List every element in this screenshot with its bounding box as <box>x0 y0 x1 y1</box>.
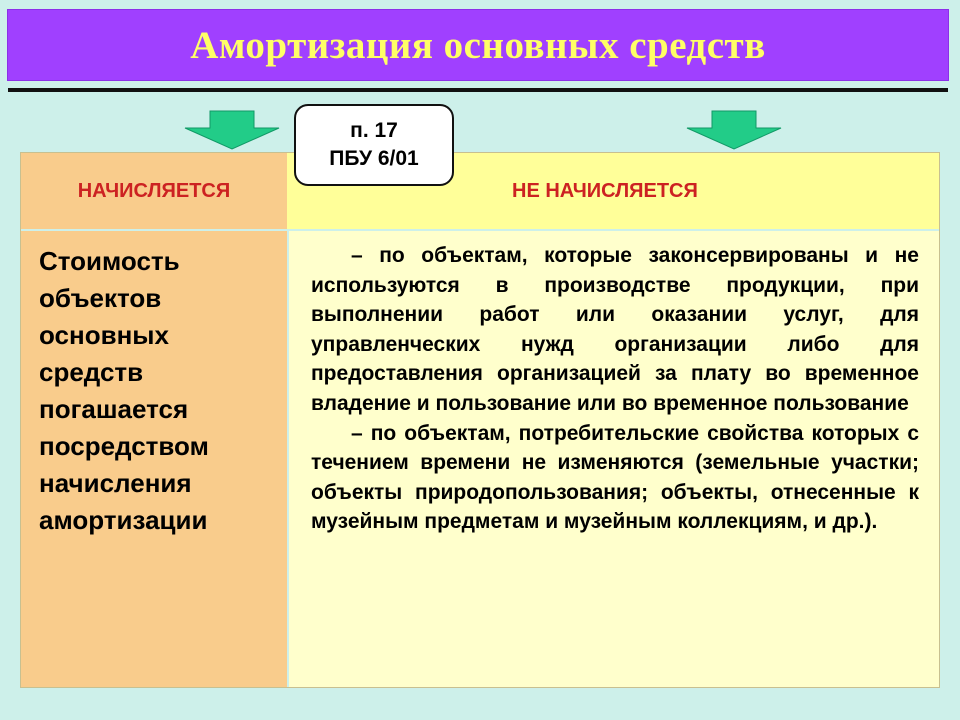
down-arrow-icon <box>184 110 280 150</box>
down-arrow-icon <box>686 110 782 150</box>
header-accrued-label: НАЧИСЛЯЕТСЯ <box>77 179 231 202</box>
slide-title: Амортизация основных средств <box>190 23 766 67</box>
header-accrued <box>21 153 287 229</box>
not-accrued-item: – по объектам, которые законсервированы и не используются в производстве продукции, при выполнении работ или оказании услуг, для управленческих нужд организации либо для предоставления организацией за плату во временное владение и пользование или во временное пользование <box>311 244 919 415</box>
title-divider <box>8 88 948 92</box>
comparison-table <box>20 152 940 688</box>
accrued-description <box>21 231 287 687</box>
not-accrued-description <box>289 231 939 687</box>
badge-clause: п. 17 <box>350 119 398 142</box>
title-bar <box>8 10 948 80</box>
accrued-text: Стоимость объектов основных средств погашается посредством начисления амортизации <box>39 246 209 535</box>
not-accrued-item: – по объектам, потребительские свойства которых с течением времени не изменяются (земельные участки; объекты природопользования; объекты, отнесенные к музейным предметам и музейным коллекциям, и др.). <box>311 421 919 534</box>
header-not-accrued-label: НЕ НАЧИСЛЯЕТСЯ <box>512 179 698 202</box>
badge-standard: ПБУ 6/01 <box>329 147 419 170</box>
regulation-badge <box>294 104 454 186</box>
